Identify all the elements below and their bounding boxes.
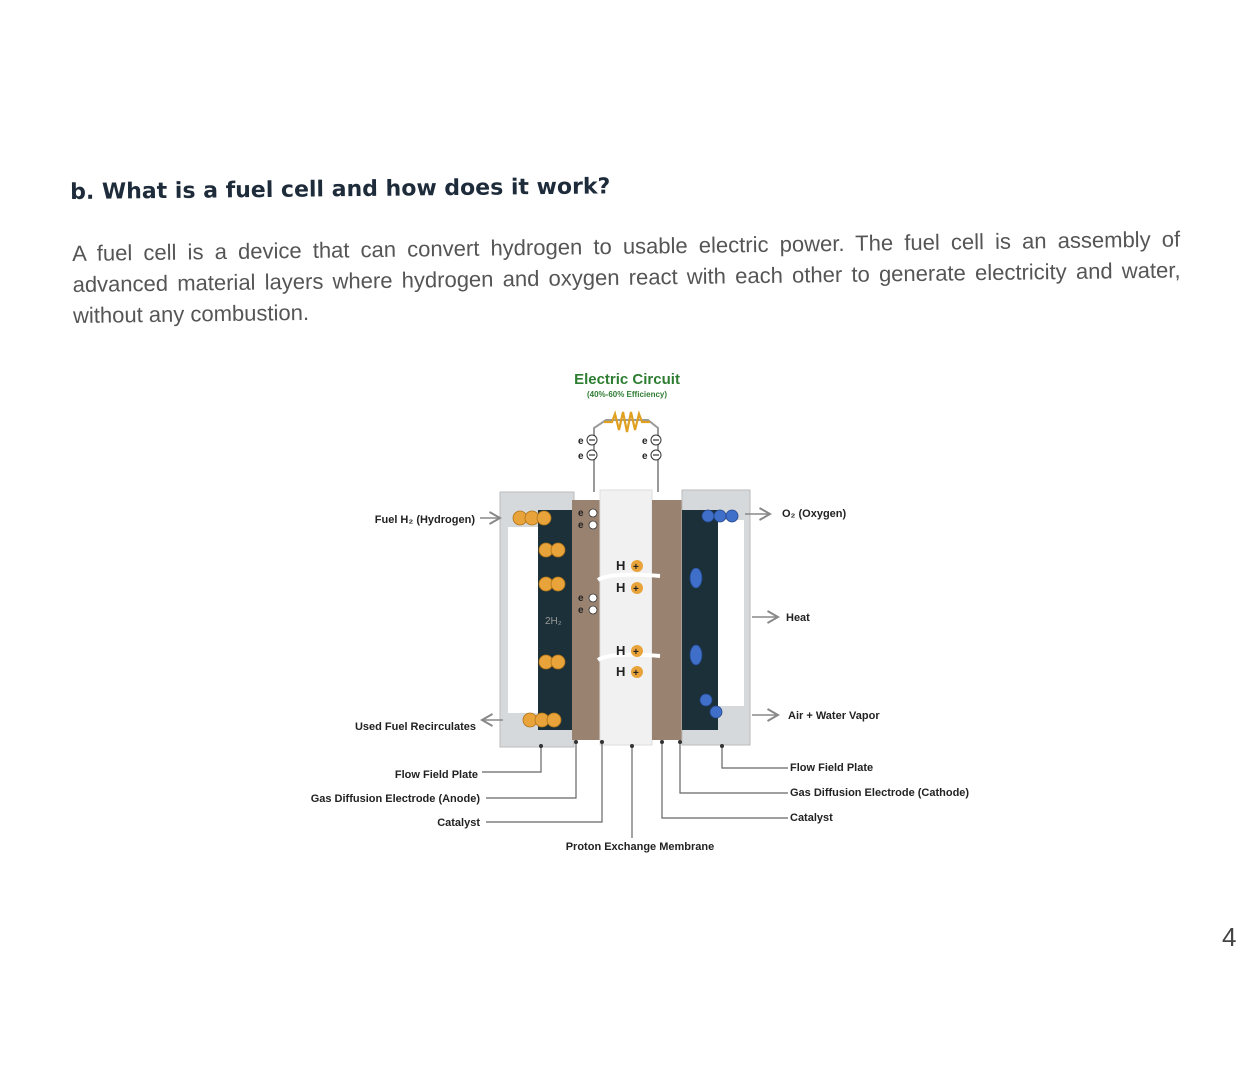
leader-lines bbox=[482, 742, 788, 838]
label-catalyst-right: Catalyst bbox=[790, 812, 833, 824]
electron-label: e bbox=[578, 593, 584, 604]
label-fuel: Fuel H₂ (Hydrogen) bbox=[374, 514, 475, 526]
label-gde-anode: Gas Diffusion Electrode (Anode) bbox=[310, 793, 480, 805]
proton-label: H bbox=[616, 664, 626, 679]
proton-label: H bbox=[616, 643, 626, 658]
circuit-subtitle: (40%-60% Efficiency) bbox=[586, 390, 668, 399]
electron-label: e bbox=[578, 451, 584, 462]
electron-label: e bbox=[578, 520, 584, 531]
anode-gas-label: 2H₂ bbox=[545, 616, 562, 627]
intro-paragraph: A fuel cell is a device that can convert hydrogen to usable electric power. The fuel cell is an assembly of advanced material layers where hydrogen and oxygen react with each other to generate electricity and water, without any combustion. bbox=[72, 226, 1181, 328]
proton-label: H bbox=[616, 558, 626, 573]
resistor-icon bbox=[604, 412, 650, 432]
proton-exchange-membrane bbox=[600, 490, 652, 745]
svg-text:+: + bbox=[633, 647, 639, 658]
label-flow-field-right: Flow Field Plate bbox=[790, 762, 874, 774]
label-used-fuel: Used Fuel Recirculates bbox=[354, 721, 476, 733]
catalyst-left bbox=[572, 500, 600, 740]
svg-text:+: + bbox=[633, 562, 639, 573]
label-flow-field-left: Flow Field Plate bbox=[394, 769, 478, 781]
page-number: 4 bbox=[1222, 922, 1237, 952]
label-pem: Proton Exchange Membrane bbox=[565, 841, 715, 853]
circuit-title: Electric Circuit bbox=[574, 371, 680, 388]
catalyst-right bbox=[652, 500, 682, 740]
label-gde-cathode: Gas Diffusion Electrode (Cathode) bbox=[790, 787, 970, 799]
electron-label: e bbox=[578, 508, 584, 519]
electron-label: e bbox=[642, 451, 648, 462]
electron-label: e bbox=[578, 605, 584, 616]
label-oxygen: O₂ (Oxygen) bbox=[782, 508, 847, 520]
electron-label: e bbox=[578, 436, 584, 447]
section-heading: b. What is a fuel cell and how does it work? bbox=[70, 174, 611, 205]
svg-text:+: + bbox=[633, 668, 639, 679]
label-heat: Heat bbox=[786, 612, 810, 624]
label-catalyst-left: Catalyst bbox=[437, 817, 480, 829]
label-air-water: Air + Water Vapor bbox=[788, 710, 880, 722]
svg-text:+: + bbox=[633, 584, 639, 595]
electron-label: e bbox=[642, 436, 648, 447]
proton-label: H bbox=[616, 580, 626, 595]
